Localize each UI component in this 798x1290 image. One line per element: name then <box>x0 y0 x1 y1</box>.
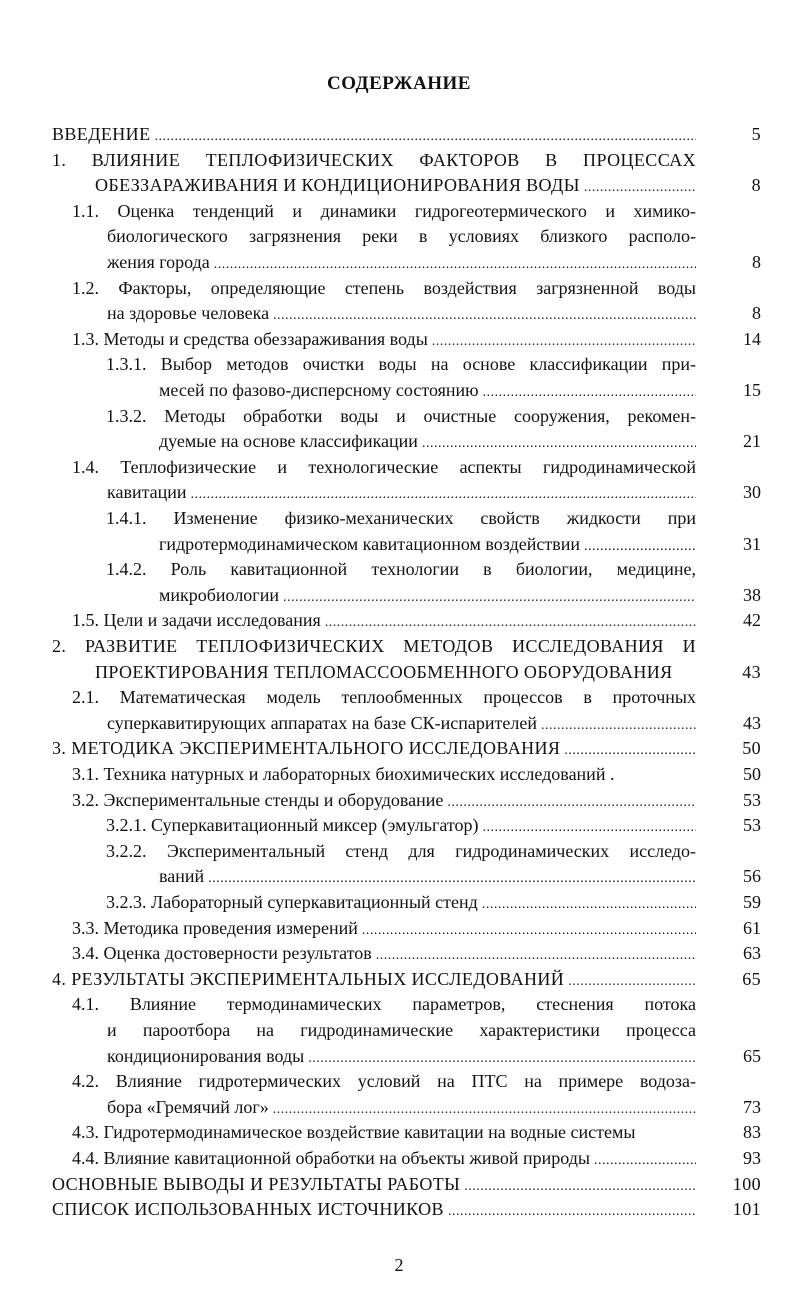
toc-entry-text: 1.4.2. Роль кавитационной технологии в биологии, медицине, <box>106 559 696 580</box>
toc-page-number: 5 <box>751 124 761 144</box>
toc-entry <box>0 199 798 276</box>
toc-entry-text: дуемые на основе классификации <box>159 431 418 452</box>
toc-entry <box>0 276 798 327</box>
page-number: 2 <box>394 1255 404 1275</box>
toc-entry <box>0 992 798 1069</box>
leader-dots <box>376 943 696 969</box>
toc-page-number: 65 <box>742 968 761 989</box>
leader-dots <box>273 303 696 329</box>
toc-entry-text: 2.1. Математическая модель теплообменных процессов в проточных <box>72 687 696 708</box>
leader-dots <box>362 918 696 944</box>
toc-entry <box>0 506 798 557</box>
toc-page-number: 65 <box>743 1045 761 1066</box>
leader-dots <box>448 1199 696 1225</box>
toc-entry <box>0 404 798 455</box>
toc-entry <box>0 148 798 199</box>
toc-entry-text: СПИСОК ИСПОЛЬЗОВАННЫХ ИСТОЧНИКОВ <box>52 1199 444 1220</box>
toc-entry-text: 3.2.2. Экспериментальный стенд для гидродинамических исследо- <box>106 840 696 861</box>
leader-dots <box>568 969 696 995</box>
toc-entry <box>0 557 798 608</box>
toc-entry <box>0 122 798 148</box>
toc-page-number: 100 <box>732 1173 761 1194</box>
toc-page-number: 8 <box>752 303 761 324</box>
toc-entry <box>0 327 798 353</box>
toc-page-number: 61 <box>743 917 761 938</box>
toc-page-number: 43 <box>742 661 761 682</box>
leader-dots <box>483 815 696 841</box>
toc-entry-text: 1.3.1. Выбор методов очистки воды на основе классификации при- <box>106 354 696 375</box>
toc-entry-text: 3.3. Методика проведения измерений <box>72 917 358 938</box>
toc-entry-text: 1.1. Оценка тенденций и динамики гидрогеотермического и химико- <box>72 200 696 221</box>
toc-entry-text: 4.2. Влияние гидротермических условий на ПТС на примере водоза- <box>72 1071 696 1092</box>
toc-page-number: 53 <box>743 789 761 810</box>
toc-entry <box>0 916 798 942</box>
toc-entry-text: и пароотбора на гидродинамические характеристики процесса <box>107 1019 696 1040</box>
toc-entry-text: 1.4.1. Изменение физико-механических свойств жидкости при <box>106 508 696 528</box>
toc-page-number: 63 <box>743 943 761 964</box>
toc-entry-text: 1.3.2. Методы обработки воды и очистные сооружения, рекомен- <box>106 405 696 426</box>
toc-entry <box>0 634 798 685</box>
leader-dots <box>325 610 696 636</box>
leader-dots <box>191 482 696 508</box>
toc-page-number: 59 <box>743 892 761 912</box>
leader-dots <box>273 1097 696 1123</box>
toc-entry <box>0 455 798 506</box>
leader-dots <box>482 892 696 918</box>
toc-entry-text: ОБЕЗЗАРАЖИВАНИЯ И КОНДИЦИОНИРОВАНИЯ ВОДЫ <box>95 175 580 196</box>
toc-entry-text: 1. ВЛИЯНИЕ ТЕПЛОФИЗИЧЕСКИХ ФАКТОРОВ В ПРОЦЕССАХ <box>52 149 696 170</box>
toc-page-number: 21 <box>743 431 761 452</box>
toc-page-number: 14 <box>743 328 761 349</box>
toc-entry-text: гидротермодинамическом кавитационном воздействии <box>159 533 580 554</box>
toc-entry-text: биологического загрязнения реки в условиях близкого располо- <box>107 226 696 247</box>
leader-dots <box>483 380 696 406</box>
leader-dots <box>154 124 696 150</box>
toc-entry-text: 3.4. Оценка достоверности результатов <box>72 943 372 964</box>
toc-page-number: 30 <box>743 482 761 503</box>
leader-dots <box>464 1174 696 1200</box>
toc-page-number: 83 <box>743 1122 761 1143</box>
leader-dots <box>564 738 696 764</box>
page-title: СОДЕРЖАНИЕ <box>327 73 471 94</box>
toc-entry-text: 1.2. Факторы, определяющие степень воздействия загрязненной воды <box>72 277 696 298</box>
toc-entry-text: 3.1. Техника натурных и лабораторных биохимических исследований . <box>72 764 615 784</box>
toc-entry-text: 3.2.3. Лабораторный суперкавитационный стенд <box>106 892 478 912</box>
toc-entry <box>0 1120 798 1146</box>
toc-entry <box>0 941 798 967</box>
toc-entry-text: суперкавитирующих аппаратах на базе СК-испарителей <box>107 712 537 733</box>
leader-dots <box>541 713 696 739</box>
toc-entry <box>0 736 798 762</box>
toc-entry-text: 4. РЕЗУЛЬТАТЫ ЭКСПЕРИМЕНТАЛЬНЫХ ИССЛЕДОВАНИЙ <box>52 968 565 989</box>
toc-entry <box>0 1146 798 1172</box>
toc-entry-text: микробиологии <box>159 584 279 605</box>
toc-page-number: 101 <box>732 1199 761 1220</box>
toc-entry-text: 3. МЕТОДИКА ЭКСПЕРИМЕНТАЛЬНОГО ИССЛЕДОВАНИЯ <box>52 738 561 759</box>
toc-entry-text: ВВЕДЕНИЕ <box>52 124 151 144</box>
toc-entry-text: кавитации <box>107 482 187 503</box>
leader-dots <box>584 534 696 560</box>
toc-entry <box>0 967 798 993</box>
toc-entry-text: 3.2.1. Суперкавитационный миксер (эмульгатор) <box>106 815 479 836</box>
toc-entry-text: на здоровье человека <box>107 303 270 324</box>
toc-entry-text: ОСНОВНЫЕ ВЫВОДЫ И РЕЗУЛЬТАТЫ РАБОТЫ <box>52 1173 461 1194</box>
leader-dots <box>432 329 696 355</box>
toc-entry-text: жения города <box>107 251 210 272</box>
toc-entry <box>0 762 798 788</box>
toc-entry-text: 1.3. Методы и средства обеззараживания воды <box>72 328 428 349</box>
toc-page-number: 50 <box>742 738 761 759</box>
leader-dots <box>584 175 696 201</box>
toc-entry <box>0 813 798 839</box>
toc-entry <box>0 839 798 890</box>
toc-entry-text: 3.2. Экспериментальные стенды и оборудование <box>72 789 444 810</box>
toc-page-number: 93 <box>743 1148 761 1168</box>
toc-entry-text: кондиционирования воды <box>107 1045 305 1066</box>
leader-dots <box>447 790 696 816</box>
toc-page-number: 8 <box>751 175 761 196</box>
toc-entry-text: месей по фазово-дисперсному состоянию <box>159 379 479 400</box>
toc-entry-text: ваний <box>159 866 205 887</box>
toc-page-number: 73 <box>743 1096 761 1117</box>
toc-entry <box>0 1172 798 1198</box>
leader-dots <box>283 585 696 611</box>
toc-page-number: 8 <box>752 251 761 272</box>
toc-entry <box>0 788 798 814</box>
toc-entry-text: 4.1. Влияние термодинамических параметров, стеснения потока <box>72 994 696 1015</box>
toc-page-number: 31 <box>743 533 761 554</box>
toc-entry-text: 2. РАЗВИТИЕ ТЕПЛОФИЗИЧЕСКИХ МЕТОДОВ ИССЛЕДОВАНИЯ И <box>52 636 696 656</box>
leader-dots <box>214 252 696 278</box>
leader-dots <box>594 1148 696 1174</box>
toc-page-number: 56 <box>743 866 761 887</box>
leader-dots <box>308 1046 696 1072</box>
toc-entry <box>0 685 798 736</box>
leader-dots <box>208 866 696 892</box>
toc-entry-text: 1.4. Теплофизические и технологические аспекты гидродинамической <box>72 456 696 477</box>
toc-entry-text: 4.3. Гидротермодинамическое воздействие кавитации на водные системы <box>72 1122 636 1143</box>
toc-entry <box>0 608 798 634</box>
toc-entry-text: ПРОЕКТИРОВАНИЯ ТЕПЛОМАССООБМЕННОГО ОБОРУДОВАНИЯ <box>95 661 673 682</box>
toc-entry <box>0 352 798 403</box>
toc-entry <box>0 1197 798 1223</box>
toc-page-number: 53 <box>743 815 761 836</box>
toc-page-number: 38 <box>743 584 761 605</box>
toc-page-number: 42 <box>743 610 761 631</box>
toc-page-number: 15 <box>743 379 761 400</box>
leader-dots <box>422 431 696 457</box>
toc-page-number: 50 <box>743 764 761 784</box>
toc-entry-text: 4.4. Влияние кавитационной обработки на объекты живой природы <box>72 1148 590 1168</box>
toc-entry-text: бора «Гремячий лог» <box>107 1096 269 1117</box>
toc-entry <box>0 890 798 916</box>
toc-entry-text: 1.5. Цели и задачи исследования <box>72 610 321 631</box>
toc-page-number: 43 <box>743 712 761 733</box>
toc-entry <box>0 1069 798 1120</box>
